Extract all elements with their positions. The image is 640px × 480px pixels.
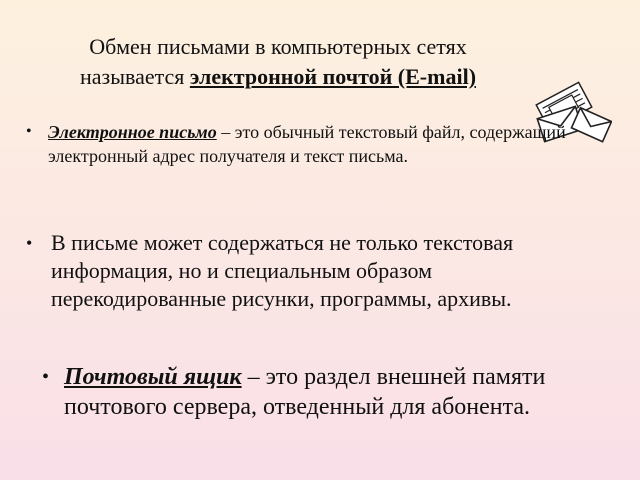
title-line-1: Обмен письмами в компьютерных сетях	[89, 34, 467, 59]
slide-title	[20, 32, 536, 92]
bullet-marker: •	[42, 366, 50, 388]
title-prefix: называется	[79, 64, 190, 89]
bullet-mailbox-definition	[42, 362, 612, 422]
definition-email: – это обычный текстовый файл, содержащий электронный адрес получателя и текст письма.	[48, 122, 566, 166]
bullet-marker: •	[26, 123, 32, 140]
bullet-text	[48, 120, 566, 168]
definition-mailbox: – это раздел внешней памяти почтового сервера, отведенный для абонента.	[64, 364, 546, 420]
term-email: Электронное письмо	[48, 122, 217, 142]
bullet-email-contents	[26, 229, 586, 313]
bullet-text: В письме может содержаться не только текстовая информация, но и специальным образом перекодированные рисунки, программы, архивы.	[51, 230, 514, 311]
bullet-email-definition	[26, 120, 566, 168]
bullet-text	[64, 362, 612, 422]
title-line-2	[20, 62, 536, 92]
bullet-marker: •	[26, 233, 33, 253]
term-mailbox: Почтовый ящик	[64, 364, 242, 390]
title-emphasis: электронной почтой (E-mail)	[189, 64, 477, 89]
